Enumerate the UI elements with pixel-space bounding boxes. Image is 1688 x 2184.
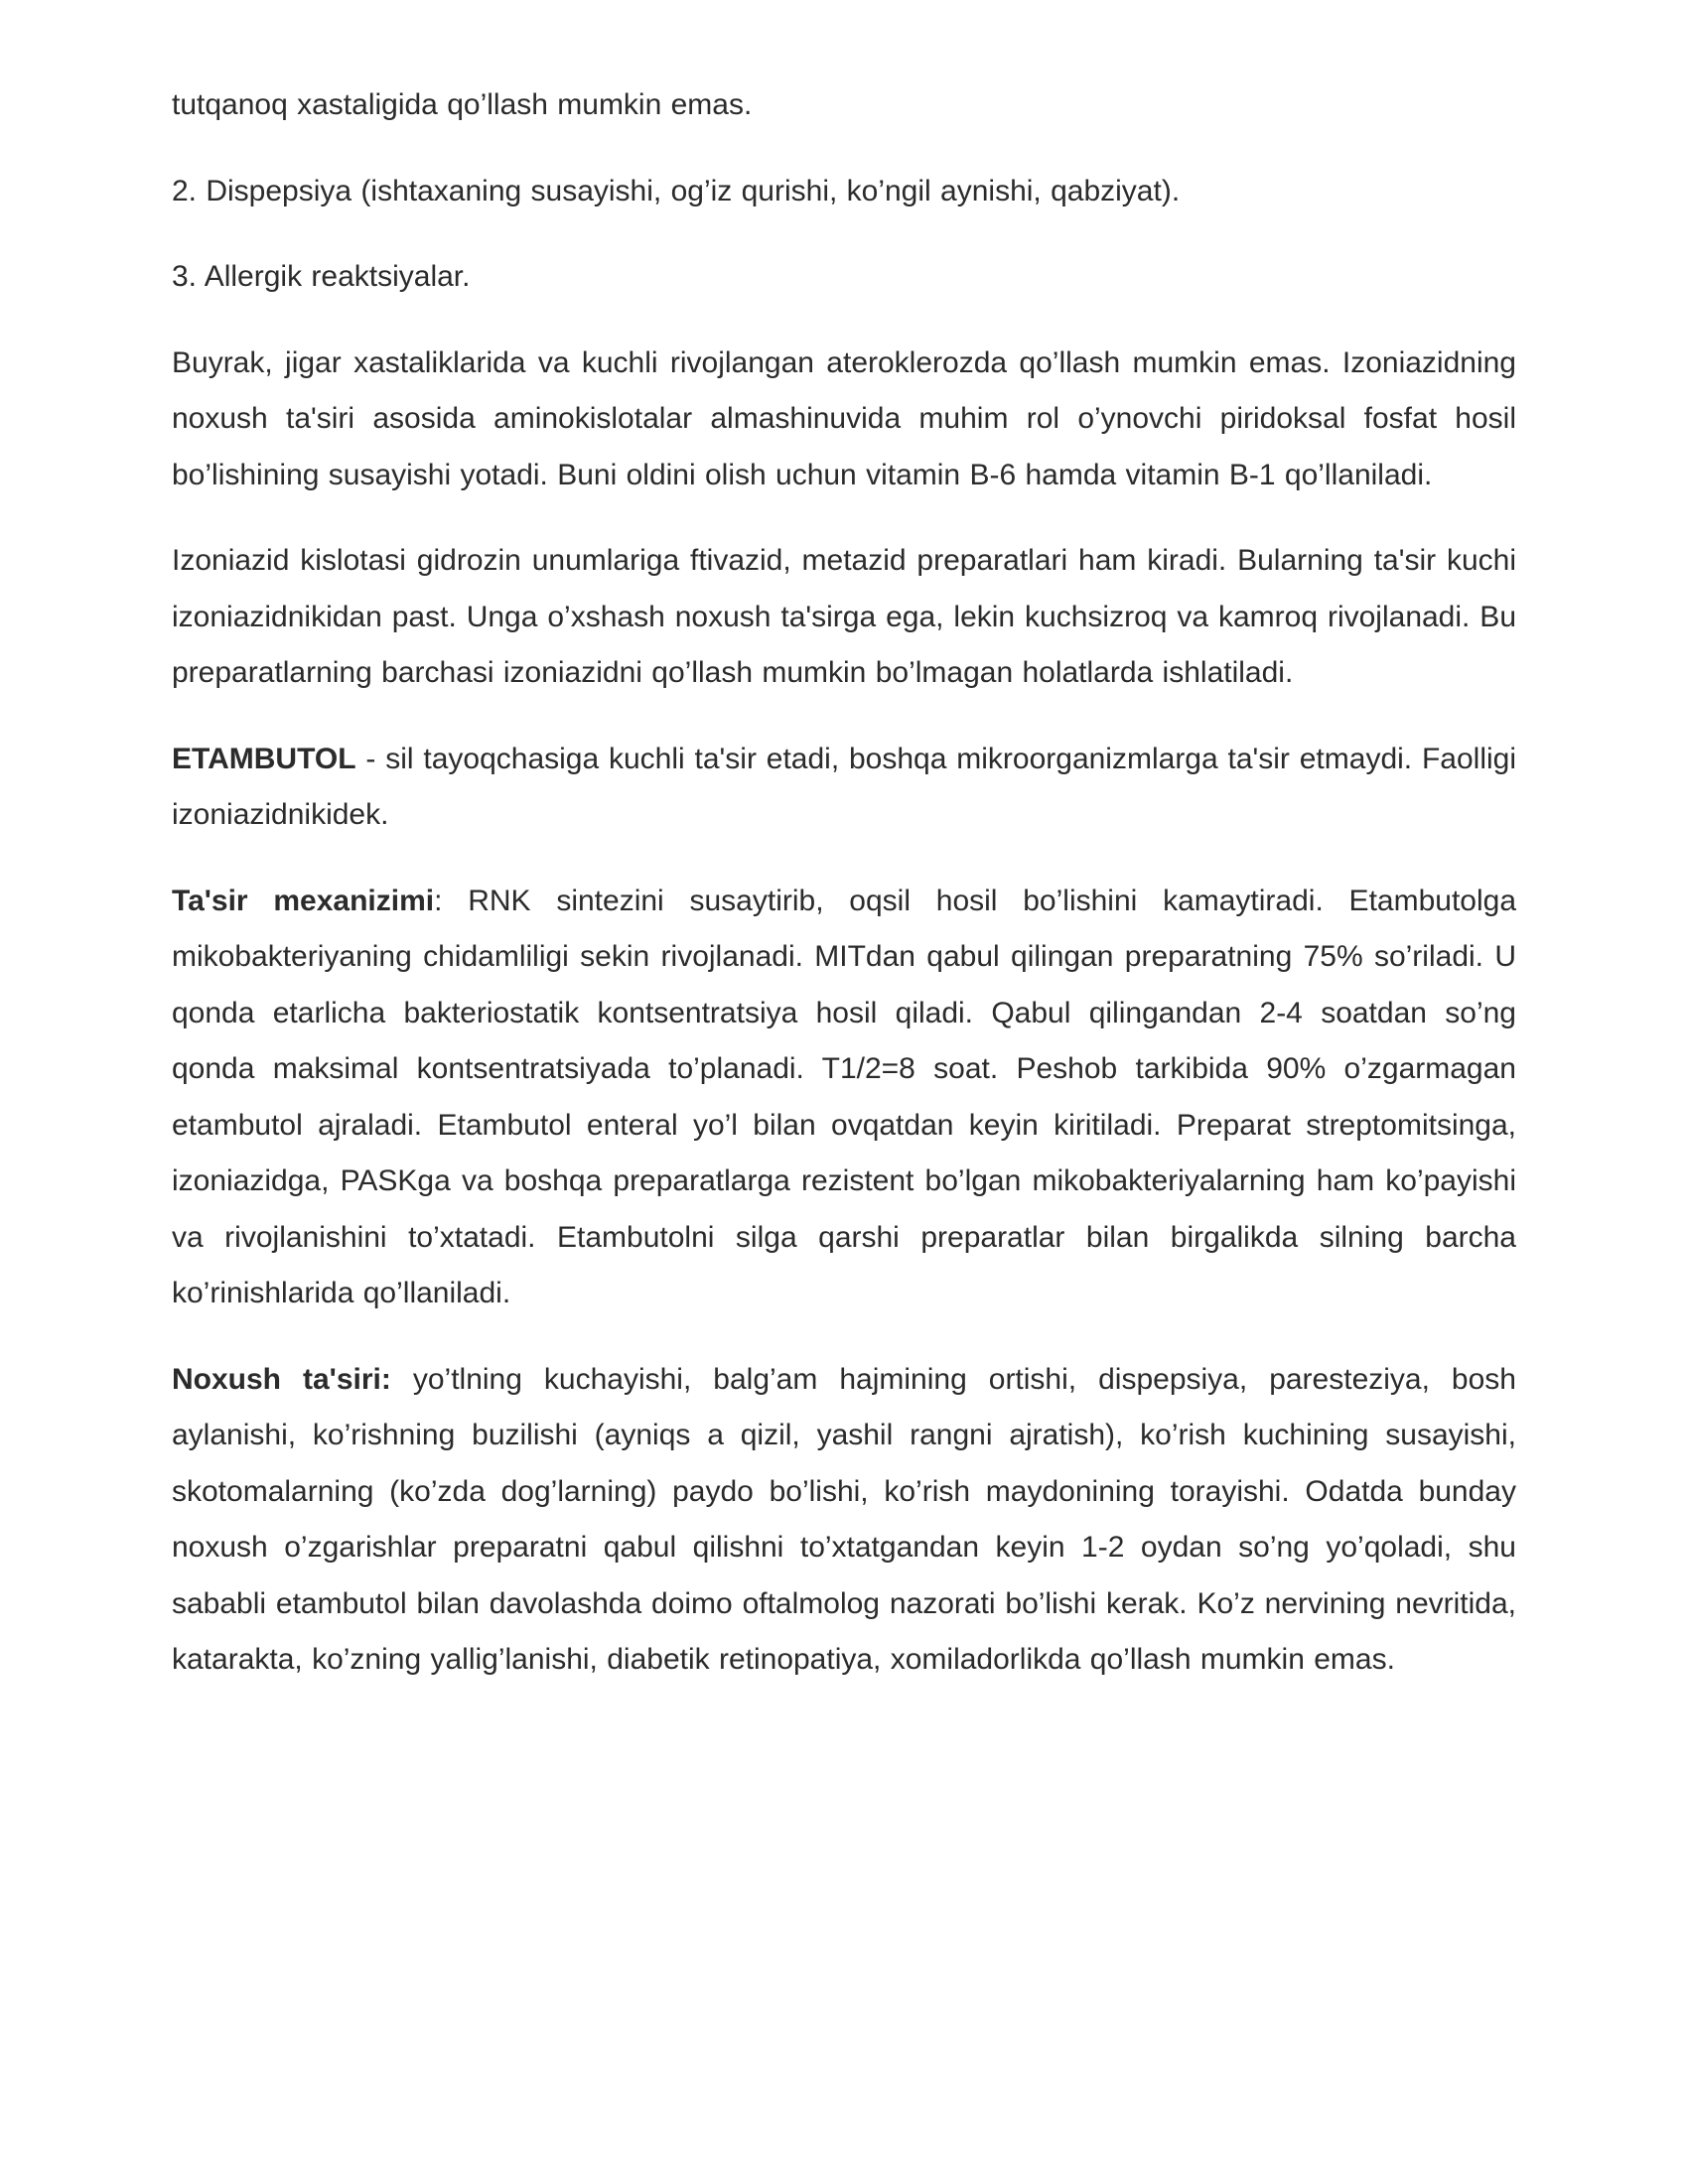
paragraph-3-text: 3. Allergik reaktsiyalar. (172, 260, 471, 293)
side-effects-text: yo’tlning kuchayishi, balg’am hajmining ortishi, dispepsiya, paresteziya, bosh aylanishi, ko’rishning buzilishi (ayniqs a qizil, yashil rangni ajratish), ko’rish kuchining susayishi, skotomalarning (ko’zda dog’larning) paydo bo’lishi, ko’rish maydonining torayishi. Odatda bunday noxush o’zgarishlar preparatni qabul qilishni to’xtatgandan keyin 1-2 oydan so’ng yo’qoladi, shu sababli etambutol bilan davolashda doimo oftalmolog nazorati bo’lishi kerak. Ko’z nervining nevritida, katarakta, ko’zning yallig’lanishi, diabetik retinopatiya, xomiladorlikda qo’llash mumkin emas. (172, 1362, 1516, 1676)
paragraph-side-effects (172, 1352, 1516, 1689)
paragraph-5-text: Izoniazid kislotasi gidrozin unumlariga ftivazid, metazid preparatlari ham kiradi. Bularning ta'sir kuchi izoniazidnikidan past. Unga o’xshash noxush ta'sirga ega, lekin kuchsizroq va kamroq rivojlanadi. Bu preparatlarning barchasi izoniazidni qo’llash mumkin bo’lmagan holatlarda ishlatiladi. (172, 544, 1516, 689)
paragraph-etambutol (172, 732, 1516, 844)
paragraph-4-text: Buyrak, jigar xastaliklarida va kuchli rivojlangan ateroklerozda qo’llash mumkin emas. Izoniazidning noxush ta'siri asosida aminokislotalar almashinuvida muhim rol o’ynovchi piridoksal fosfat hosil bo’lishining susayishi yotadi. Buni oldini olish uchun vitamin B-6 hamda vitamin B-1 qo’llaniladi. (172, 345, 1516, 491)
paragraph-4 (172, 336, 1516, 504)
etambutol-text: - sil tayoqchasiga kuchli ta'sir etadi, boshqa mikroorganizmlarga ta'sir etmaydi. Faolligi izoniazidnikidek. (172, 742, 1516, 831)
paragraph-2-text: 2. Dispepsiya (ishtaxaning susayishi, og’iz qurishi, ko’ngil aynishi, qabziyat). (172, 174, 1181, 207)
paragraph-1-text: tutqanoq xastaligida qo’llash mumkin emas. (172, 88, 753, 121)
document-page (172, 77, 1516, 1718)
paragraph-mechanism (172, 874, 1516, 1322)
mechanism-heading: Ta'sir mexanizimi (172, 884, 435, 917)
paragraph-3 (172, 249, 1516, 306)
mechanism-text: : RNK sintezini susaytirib, oqsil hosil bo’lishini kamaytiradi. Etambutolga mikobakteriyaning chidamliligi sekin rivojlanadi. MITdan qabul qilingan preparatning 75% so’riladi. U qonda etarlicha bakteriostatik kontsentratsiya hosil qiladi. Qabul qilingandan 2-4 soatdan so’ng qonda maksimal kontsentratsiyada to’planadi. T1/2=8 soat. Peshob tarkibida 90% o’zgarmagan etambutol ajraladi. Etambutol enteral yo’l bilan ovqatdan keyin kiritiladi. Preparat streptomitsinga, izoniazidga, PASKga va boshqa preparatlarga rezistent bo’lgan mikobakteriyalarning ham ko’payishi va rivojlanishini to’xtatadi. Etambutolni silga qarshi preparatlar bilan birgalikda silning barcha ko’rinishlarida qo’llaniladi. (172, 884, 1517, 1309)
etambutol-heading: ETAMBUTOL (172, 742, 356, 775)
paragraph-1 (172, 77, 1516, 134)
paragraph-2 (172, 164, 1516, 220)
paragraph-5 (172, 533, 1516, 702)
side-effects-heading: Noxush ta'siri: (172, 1362, 391, 1396)
